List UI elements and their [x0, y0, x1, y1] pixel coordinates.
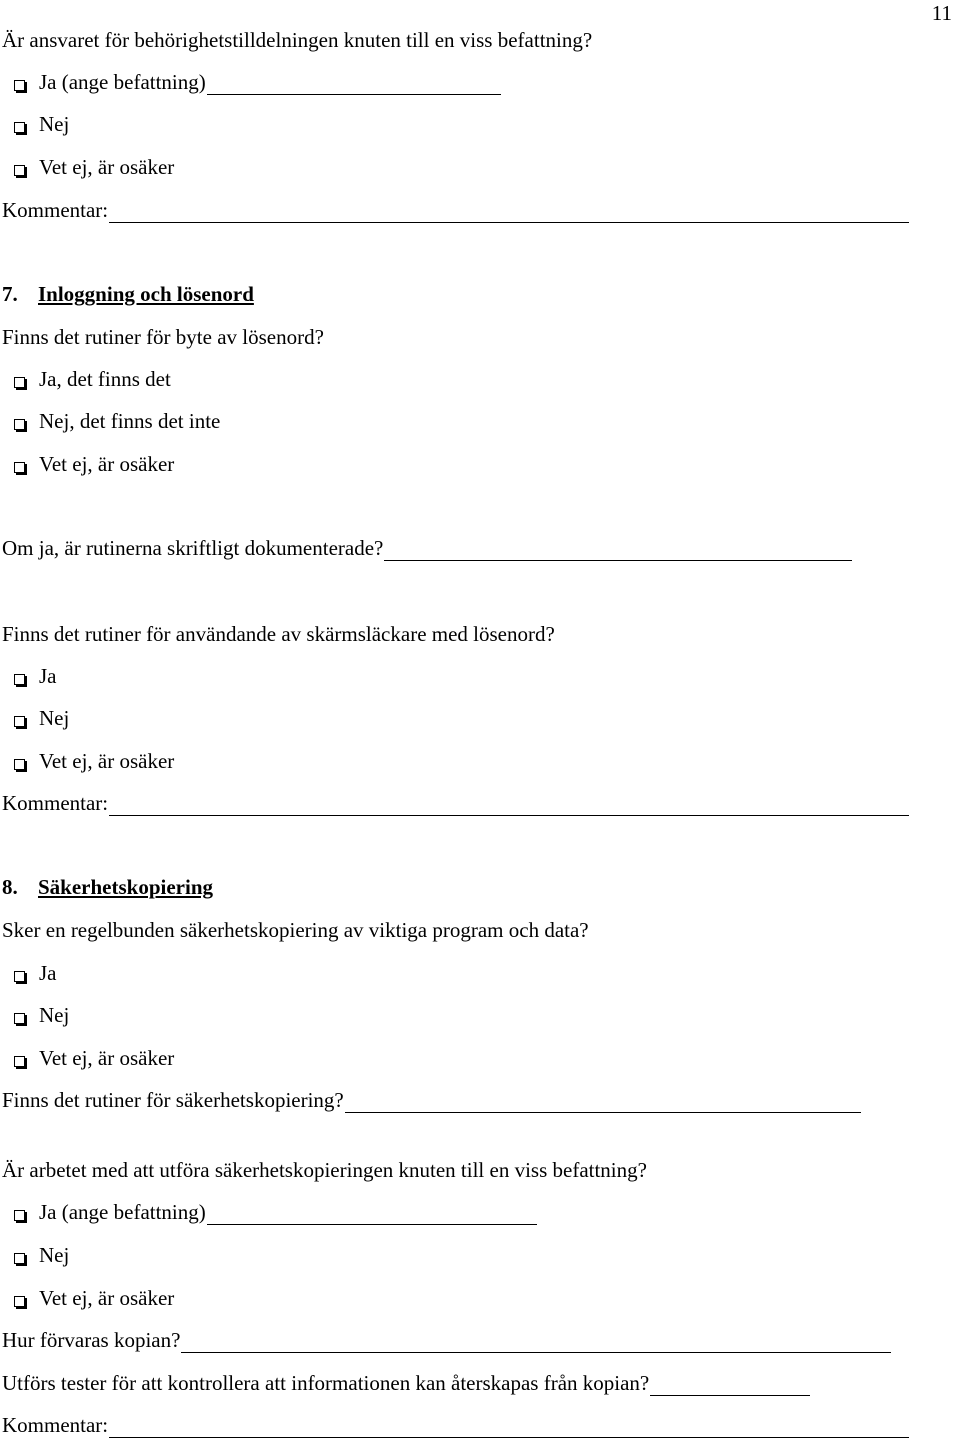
checkbox[interactable] [14, 1056, 25, 1067]
comment-answer-line[interactable] [109, 797, 909, 816]
option-nej[interactable]: Nej [14, 705, 69, 731]
option-nej[interactable]: Nej, det finns det inte [14, 408, 220, 434]
option-ja-ange-befattning[interactable]: Ja (ange befattning) [14, 1199, 537, 1225]
option-ja-ange-befattning[interactable]: Ja (ange befattning) [14, 69, 501, 95]
option-nej[interactable]: Nej [14, 111, 69, 137]
question-row: Finns det rutiner för säkerhetskopiering? [2, 1087, 861, 1113]
section-heading-7: 7. Inloggning och lösenord [2, 282, 254, 306]
option-vet-ej[interactable]: Vet ej, är osäker [14, 451, 174, 477]
option-ja[interactable]: Ja [14, 960, 57, 986]
comment-row: Kommentar: [2, 790, 909, 816]
answer-line[interactable] [345, 1094, 861, 1113]
befattning-answer-line[interactable] [207, 76, 501, 95]
question-text: Är arbetet med att utföra säkerhetskopieringen knuten till en viss befattning? [2, 1158, 647, 1182]
befattning-answer-line[interactable] [207, 1206, 537, 1225]
option-vet-ej[interactable]: Vet ej, är osäker [14, 1285, 174, 1311]
comment-answer-line[interactable] [109, 1419, 909, 1438]
page-number: 11 [931, 1, 952, 25]
question-text: Finns det rutiner för byte av lösenord? [2, 325, 324, 349]
checkbox[interactable] [14, 1210, 25, 1221]
checkbox[interactable] [14, 1013, 25, 1024]
checkbox[interactable] [14, 377, 25, 388]
option-vet-ej[interactable]: Vet ej, är osäker [14, 1045, 174, 1071]
checkbox[interactable] [14, 1253, 25, 1264]
option-ja[interactable]: Ja, det finns det [14, 366, 171, 392]
option-vet-ej[interactable]: Vet ej, är osäker [14, 748, 174, 774]
checkbox[interactable] [14, 759, 25, 770]
question-text: Finns det rutiner för användande av skärmsläckare med lösenord? [2, 622, 555, 646]
question-row: Hur förvaras kopian? [2, 1327, 891, 1353]
option-ja[interactable]: Ja [14, 663, 57, 689]
comment-answer-line[interactable] [109, 204, 909, 223]
comment-row: Kommentar: [2, 197, 909, 223]
question-row: Om ja, är rutinerna skriftligt dokumenterade? [2, 535, 852, 561]
checkbox[interactable] [14, 1296, 25, 1307]
checkbox[interactable] [14, 80, 25, 91]
checkbox[interactable] [14, 971, 25, 982]
checkbox[interactable] [14, 165, 25, 176]
option-nej[interactable]: Nej [14, 1002, 69, 1028]
answer-line[interactable] [650, 1377, 810, 1396]
checkbox[interactable] [14, 462, 25, 473]
checkbox[interactable] [14, 674, 25, 685]
checkbox[interactable] [14, 122, 25, 133]
section-heading-8: 8. Säkerhetskopiering [2, 875, 214, 899]
checkbox[interactable] [14, 716, 25, 727]
answer-line[interactable] [181, 1334, 891, 1353]
comment-row: Kommentar: [2, 1412, 909, 1438]
option-vet-ej[interactable]: Vet ej, är osäker [14, 154, 174, 180]
answer-line[interactable] [384, 542, 852, 561]
question-text: Sker en regelbunden säkerhetskopiering av viktiga program och data? [2, 918, 589, 942]
checkbox[interactable] [14, 419, 25, 430]
question-row: Utförs tester för att kontrollera att informationen kan återskapas från kopian? [2, 1370, 810, 1396]
question-text: Är ansvaret för behörighetstilldelningen knuten till en viss befattning? [2, 28, 593, 52]
option-nej[interactable]: Nej [14, 1242, 69, 1268]
